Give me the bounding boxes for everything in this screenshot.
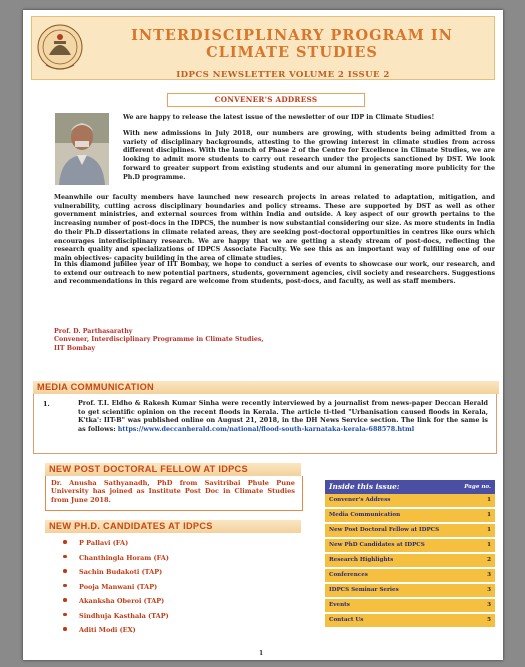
postdoc-heading: NEW POST DOCTORAL FELLOW AT IDPCS [45,463,301,476]
toc-row-seminar-series[interactable] [325,584,495,599]
toc-row-events[interactable] [325,599,495,614]
toc-row-page: 1 [487,512,491,518]
iit-bombay-emblem-icon [36,21,84,75]
toc-row-label: Convener's Address [329,497,391,503]
title-line-2: CLIMATE STUDIES [206,44,378,61]
newsletter-title [96,27,488,61]
toc-row-new-postdoc[interactable] [325,524,495,539]
toc-row-label: Contact Us [329,617,364,623]
toc-row-page: 3 [487,602,491,608]
list-item: Pooja Manwani (TAP) [63,583,169,598]
convener-signature [54,328,264,353]
newsletter-page [23,10,503,660]
media-item-text [78,399,488,434]
title-line-1: INTERDISCIPLINARY PROGRAM IN [131,27,453,44]
toc-row-label: Research Highlights [329,557,394,563]
toc-row-new-phd-candidates[interactable] [325,539,495,554]
convener-heading: CONVENER'S ADDRESS [167,93,365,107]
list-item: Chanthingla Horam (FA) [63,554,169,569]
toc-row-page: 3 [487,572,491,578]
phd-candidates-list [63,539,169,641]
phd-candidates-heading: NEW PH.D. CANDIDATES AT IDPCS [45,520,301,533]
media-item-number: 1. [43,400,50,408]
toc-row-contact-us[interactable] [325,614,495,629]
page-number: 1 [259,650,264,657]
convener-paragraph-2: With new admissions in July 2018, our numbers are growing, with students being admitted from a variety of disciplinary backgrounds, attesting to the growing interest in climate studies from across different disciplines. With the launch of Phase 2 of the Centre for Excellence in Climate Studies, we are looking to admit more students to carry out research under the projects sanctioned by DST. We look forward to greater support from existing students and our alumni in generating more publicity for the Ph.D programme. [123,130,495,181]
toc-row-label: New Post Doctoral Fellow at IDPCS [329,527,440,533]
convener-paragraph-3: Meanwhile our faculty members have launched new research projects in areas related to adaptation, mitigation, and vulnerability, cutting across disciplinary boundaries and policy streams. These are supported by DST as well as other government ministries, and external sources from within India and outside. A key aspect of our growth pertains to the increasing number of post-docs in the IDPCS, the number is now substantial considering our size. As more students in India do their Ph.D dissertations in climate related areas, they are seeking post-doctoral opportunities in centres like ours which encourages interdisciplinary research. We are happy that we are getting a steady stream of post-docs, reflecting the research quality and specializations of IDPCS Associate Faculty. We see this as an important way of fulfilling one of our main objectives- capacity building in the area of climate studies. [54,194,495,262]
list-item: P Pallavi (FA) [63,539,169,554]
toc-row-research-highlights[interactable] [325,554,495,569]
newsletter-subtitle: IDPCS NEWSLETTER VOLUME 2 ISSUE 2 [176,70,390,80]
toc-row-conveners-address[interactable] [325,494,495,509]
toc-row-page: 1 [487,497,491,503]
signature-name: Prof. D. Parthasarathy [54,328,133,335]
inside-this-issue-toc [325,480,495,629]
toc-row-label: Events [329,602,350,608]
toc-row-label: New PhD Candidates at IDPCS [329,542,425,548]
toc-page-label: Page no. [464,484,491,490]
toc-row-label: Conferences [329,572,368,578]
list-item: Akanksha Oberoi (TAP) [63,597,169,612]
toc-row-label: IDPCS Seminar Series [329,587,399,593]
list-item: Aditi Modi (EX) [63,626,169,641]
toc-title: Inside this issue: [329,482,400,491]
media-communication-heading: MEDIA COMMUNICATION [33,381,499,394]
toc-row-page: 1 [487,527,491,533]
toc-row-page: 5 [487,617,491,623]
toc-row-page: 3 [487,587,491,593]
toc-header [325,480,495,494]
convener-paragraph-4: In this diamond jubilee year of IIT Bombay, we hope to conduct a series of events to showcase our work, our research, and to extend our outreach to new potential partners, students, government agencies, civil society and researchers. Suggestions and recommendations in this regard are welcome from students, post-docs, and faculty, as well as staff members. [54,261,495,286]
toc-row-page: 2 [487,557,491,563]
list-item: Sindhuja Kasthala (TAP) [63,612,169,627]
toc-row-page: 1 [487,542,491,548]
toc-row-media-communication[interactable] [325,509,495,524]
postdoc-text: Dr. Anusha Sathyanadh, PhD from Savitribai Phule Pune University has joined as Institute Post Doc in Climate Studies from June 2018. [51,479,295,504]
media-item-body: Prof. T.I. Eldho & Rakesh Kumar Sinha were recently interviewed by a journalist from news-paper Deccan Herald to get scientific opinion on the recent floods in Kerala. The article ti-tled "Urbanisation caused floods in Kerala, K'tka': IIT-B" was published online on August 21, 2018, in the DH News Service section. The link for the same is as follows: [78,399,488,434]
convener-paragraph-1: We are happy to release the latest issue of the newsletter of our IDP in Climate Studies! [123,114,435,121]
list-item: Sachin Budakoti (TAP) [63,568,169,583]
signature-role: Convener, Interdisciplinary Programme in Climate Studies, [54,336,264,344]
deccan-herald-link[interactable]: https://www.deccanherald.com/national/flood-south-karnataka-kerala-688578.html [117,425,415,434]
toc-row-conferences[interactable] [325,569,495,584]
convener-portrait [55,113,109,185]
toc-row-label: Media Communication [329,512,401,518]
signature-institute: IIT Bombay [54,344,96,352]
